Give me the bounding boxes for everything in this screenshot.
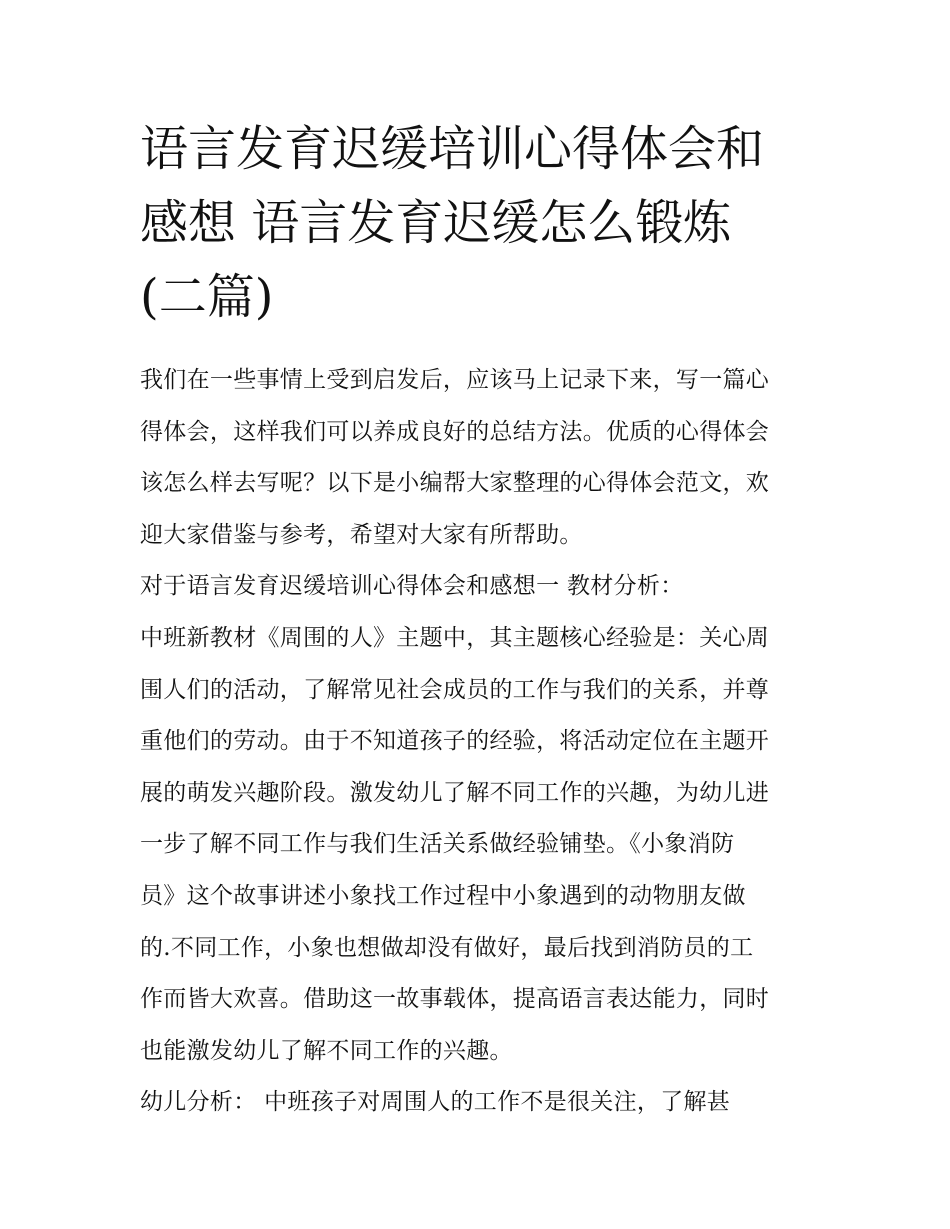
body-line: 作而皆大欢喜。借助这一故事载体，提高语言表达能力，同时 bbox=[140, 986, 770, 1013]
body-line: 展的萌发兴趣阶段。激发幼儿了解不同工作的兴趣，为幼儿进 bbox=[140, 779, 770, 806]
body-line: 的.不同工作，小象也想做却没有做好，最后找到消防员的工 bbox=[140, 934, 754, 961]
body-line: 中班新教材《周围的人》主题中，其主题核心经验是：关心周 bbox=[140, 624, 770, 651]
document-body bbox=[140, 355, 820, 1129]
section-heading-line: 幼儿分析： 中班孩子对周围人的工作不是很关注，了解甚 bbox=[140, 1089, 731, 1116]
body-line: 也能激发幼儿了解不同工作的兴趣。 bbox=[140, 1037, 513, 1064]
section-heading-line: 对于语言发育迟缓培训心得体会和感想一 教材分析： bbox=[140, 573, 684, 600]
document-title bbox=[140, 112, 820, 334]
body-line: 得体会，这样我们可以养成良好的总结方法。优质的心得体会 bbox=[140, 418, 770, 445]
body-line: 迎大家借鉴与参考，希望对大家有所帮助。 bbox=[140, 521, 583, 548]
body-line: 该怎么样去写呢？以下是小编帮大家整理的心得体会范文，欢 bbox=[140, 470, 770, 497]
body-line: 围人们的活动，了解常见社会成员的工作与我们的关系，并尊 bbox=[140, 676, 770, 703]
title-line: (二篇) bbox=[140, 269, 274, 325]
body-line: 员》这个故事讲述小象找工作过程中小象遇到的动物朋友做 bbox=[140, 882, 746, 909]
body-line: 我们在一些事情上受到启发后，应该马上记录下来，写一篇心 bbox=[140, 367, 770, 393]
body-line: 一步了解不同工作与我们生活关系做经验铺垫。《小象消防 bbox=[140, 831, 735, 858]
title-line: 感想 语言发育迟缓怎么锻炼 bbox=[140, 195, 732, 251]
body-line: 重他们的劳动。由于不知道孩子的经验，将活动定位在主题开 bbox=[140, 728, 770, 755]
title-line: 语言发育迟缓培训心得体会和 bbox=[140, 121, 765, 177]
